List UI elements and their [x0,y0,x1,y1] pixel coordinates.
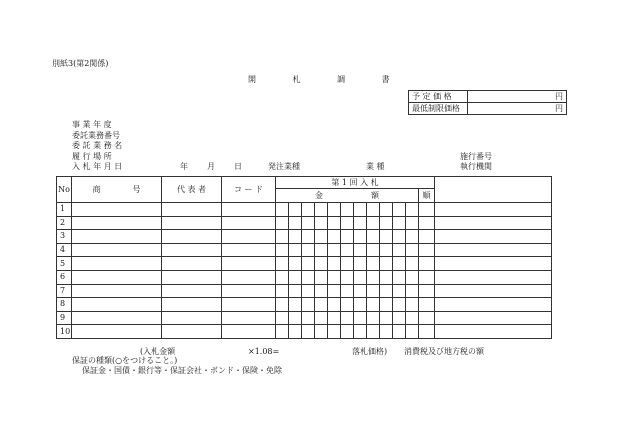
amount-digit-cell[interactable] [406,325,419,339]
code-cell[interactable] [222,298,276,312]
remarks-cell[interactable] [435,257,552,271]
title-char-2: 札 [292,75,301,84]
title-char-4: 書 [381,75,390,84]
tax-label: 消費税及び地方税の額 [404,347,484,356]
amount-digit-cell[interactable] [341,298,354,312]
bid-table [56,176,552,339]
multiplier-label: ×1.08= [248,347,280,356]
amount-digit-cell[interactable] [341,216,354,230]
amount-digit-cell[interactable] [393,257,406,271]
amount-digit-cell[interactable] [406,270,419,284]
amount-digit-cell[interactable] [328,257,341,271]
amount-digit-cell[interactable] [315,243,328,257]
order-cell[interactable] [419,284,435,298]
minimum-price-label: 最低制限価格 [409,103,468,115]
company-cell[interactable] [72,311,162,325]
amount-digit-cell[interactable] [380,243,393,257]
amount-digit-cell[interactable] [328,325,341,339]
amount-digit-cell[interactable] [354,243,367,257]
representative-cell[interactable] [162,230,222,244]
amount-digit-cell[interactable] [354,257,367,271]
representative-cell[interactable] [162,257,222,271]
code-cell[interactable] [222,270,276,284]
price-row [409,91,567,103]
order-cell[interactable] [419,216,435,230]
remarks-cell[interactable] [435,230,552,244]
table-row [57,270,552,284]
table-row [57,298,552,312]
amount-header: 金 額 [276,189,419,203]
row-number: 3 [57,230,72,244]
amount-digit-cell[interactable] [302,298,315,312]
guarantee-options[interactable]: 保証金・国債・銀行等・保証会社・ボンド・保険・免除 [82,366,282,375]
amount-digit-cell[interactable] [406,230,419,244]
order-cell[interactable] [419,298,435,312]
company-cell[interactable] [72,216,162,230]
header-row-1 [57,177,552,189]
representative-cell[interactable] [162,284,222,298]
executing-agency-label: 執行機関 [460,162,492,171]
amount-digit-cell[interactable] [354,216,367,230]
contract-name-label: 委 託 業 務 名 [72,141,123,150]
amount-digit-cell[interactable] [315,230,328,244]
amount-digit-cell[interactable] [341,203,354,217]
amount-digit-cell[interactable] [367,298,380,312]
amount-digit-cell[interactable] [393,284,406,298]
minimum-price-value[interactable]: 円 [468,103,567,115]
amount-digit-cell[interactable] [393,325,406,339]
order-cell[interactable] [419,203,435,217]
code-cell[interactable] [222,243,276,257]
amount-digit-cell[interactable] [341,257,354,271]
amount-digit-cell[interactable] [393,203,406,217]
amount-digit-cell[interactable] [341,270,354,284]
amount-digit-cell[interactable] [315,325,328,339]
amount-digit-cell[interactable] [341,325,354,339]
bid-date-label: 入 札 年 月 日 [72,162,123,171]
amount-digit-cell[interactable] [315,257,328,271]
company-cell[interactable] [72,284,162,298]
amount-digit-cell[interactable] [328,284,341,298]
remarks-cell[interactable] [435,325,552,339]
company-cell[interactable] [72,298,162,312]
amount-digit-cell[interactable] [367,284,380,298]
amount-digit-cell[interactable] [380,284,393,298]
amount-digit-cell[interactable] [354,311,367,325]
amount-digit-cell[interactable] [302,230,315,244]
fiscal-year-label: 事 業 年 度 [72,120,112,129]
no-header: No [57,177,72,203]
code-cell[interactable] [222,257,276,271]
representative-cell[interactable] [162,216,222,230]
amount-digit-cell[interactable] [328,298,341,312]
amount-digit-cell[interactable] [380,203,393,217]
company-cell[interactable] [72,257,162,271]
amount-digit-cell[interactable] [276,270,289,284]
winning-price-label: 落札価格) [352,347,388,356]
representative-cell[interactable] [162,298,222,312]
ordering-type-label: 発注業種 [268,162,300,171]
amount-digit-cell[interactable] [380,230,393,244]
code-cell[interactable] [222,203,276,217]
amount-digit-cell[interactable] [276,311,289,325]
amount-digit-cell[interactable] [289,298,302,312]
contract-number-label: 委託業務番号 [72,130,120,140]
remarks-cell[interactable] [435,298,552,312]
amount-digit-cell[interactable] [380,257,393,271]
amount-digit-cell[interactable] [302,216,315,230]
document-title [248,76,424,84]
amount-digit-cell[interactable] [328,270,341,284]
amount-digit-cell[interactable] [289,216,302,230]
date-year: 年 [180,162,188,171]
amount-digit-cell[interactable] [276,203,289,217]
representative-cell[interactable] [162,325,222,339]
business-type-label: 業 種 [366,162,385,171]
amount-digit-cell[interactable] [367,216,380,230]
amount-digit-cell[interactable] [341,230,354,244]
amount-digit-cell[interactable] [302,257,315,271]
amount-digit-cell[interactable] [367,257,380,271]
row-number: 8 [57,298,72,312]
amount-digit-cell[interactable] [289,203,302,217]
amount-digit-cell[interactable] [276,298,289,312]
amount-digit-cell[interactable] [276,243,289,257]
company-cell[interactable] [72,203,162,217]
amount-digit-cell[interactable] [341,311,354,325]
table-row [57,325,552,339]
row-number: 5 [57,257,72,271]
company-cell[interactable] [72,270,162,284]
amount-digit-cell[interactable] [406,284,419,298]
table-row [57,230,552,244]
company-header: 商 号 [72,177,162,203]
remarks-cell[interactable] [435,270,552,284]
amount-digit-cell[interactable] [328,216,341,230]
representative-cell[interactable] [162,270,222,284]
amount-digit-cell[interactable] [302,311,315,325]
code-cell[interactable] [222,216,276,230]
amount-digit-cell[interactable] [302,243,315,257]
planned-price-value[interactable]: 円 [468,91,567,103]
guarantee-type-label: 保証の種類(○をつけること。) [72,356,178,365]
price-row [409,103,567,115]
amount-digit-cell[interactable] [315,311,328,325]
amount-digit-cell[interactable] [406,216,419,230]
location-label: 履 行 場 所 [72,151,112,161]
representative-cell[interactable] [162,311,222,325]
amount-digit-cell[interactable] [367,203,380,217]
amount-digit-cell[interactable] [302,203,315,217]
amount-digit-cell[interactable] [289,325,302,339]
amount-digit-cell[interactable] [393,216,406,230]
code-cell[interactable] [222,284,276,298]
row-number: 7 [57,284,72,298]
amount-digit-cell[interactable] [341,284,354,298]
amount-digit-cell[interactable] [406,243,419,257]
order-cell[interactable] [419,257,435,271]
row-number: 10 [57,325,72,339]
row-number: 1 [57,203,72,217]
company-cell[interactable] [72,325,162,339]
amount-digit-cell[interactable] [276,257,289,271]
amount-digit-cell[interactable] [302,270,315,284]
amount-digit-cell[interactable] [328,203,341,217]
order-cell[interactable] [419,230,435,244]
amount-digit-cell[interactable] [406,203,419,217]
order-cell[interactable] [419,325,435,339]
remarks-cell[interactable] [435,216,552,230]
amount-digit-cell[interactable] [393,311,406,325]
code-cell[interactable] [222,230,276,244]
amount-digit-cell[interactable] [354,325,367,339]
amount-digit-cell[interactable] [367,325,380,339]
company-cell[interactable] [72,243,162,257]
amount-digit-cell[interactable] [406,298,419,312]
round-header: 第 1 回 入 札 [276,177,435,189]
amount-digit-cell[interactable] [354,203,367,217]
code-header: コ ー ド [222,177,276,203]
table-row [57,216,552,230]
date-month: 月 [207,162,215,171]
representative-cell[interactable] [162,243,222,257]
representative-header: 代 表 者 [162,177,222,203]
amount-digit-cell[interactable] [328,243,341,257]
amount-digit-cell[interactable] [367,311,380,325]
amount-digit-cell[interactable] [276,325,289,339]
table-row [57,257,552,271]
amount-digit-cell[interactable] [406,257,419,271]
code-cell[interactable] [222,311,276,325]
amount-digit-cell[interactable] [315,298,328,312]
amount-digit-cell[interactable] [289,284,302,298]
remarks-cell[interactable] [435,284,552,298]
amount-digit-cell[interactable] [328,311,341,325]
execution-number-label: 施行番号 [460,152,492,161]
info-block [72,120,122,173]
amount-digit-cell[interactable] [406,311,419,325]
order-cell[interactable] [419,311,435,325]
amount-digit-cell[interactable] [393,230,406,244]
date-day: 日 [234,162,242,171]
amount-digit-cell[interactable] [380,270,393,284]
code-cell[interactable] [222,325,276,339]
amount-digit-cell[interactable] [276,230,289,244]
remarks-cell[interactable] [435,311,552,325]
amount-digit-cell[interactable] [315,216,328,230]
amount-digit-cell[interactable] [276,284,289,298]
order-header: 順 [419,189,435,203]
amount-digit-cell[interactable] [367,270,380,284]
row-number: 6 [57,270,72,284]
table-row [57,284,552,298]
amount-digit-cell[interactable] [354,284,367,298]
company-cell[interactable] [72,230,162,244]
amount-digit-cell[interactable] [380,325,393,339]
title-char-3: 調 [337,75,346,84]
amount-digit-cell[interactable] [354,298,367,312]
amount-digit-cell[interactable] [393,243,406,257]
table-row [57,203,552,217]
amount-digit-cell[interactable] [302,284,315,298]
amount-digit-cell[interactable] [289,257,302,271]
amount-digit-cell[interactable] [393,298,406,312]
remarks-cell[interactable] [435,243,552,257]
amount-digit-cell[interactable] [354,270,367,284]
price-box [408,90,567,115]
amount-digit-cell[interactable] [289,311,302,325]
table-row [57,311,552,325]
representative-cell[interactable] [162,203,222,217]
amount-digit-cell[interactable] [315,270,328,284]
amount-digit-cell[interactable] [289,270,302,284]
amount-digit-cell[interactable] [341,243,354,257]
amount-digit-cell[interactable] [367,243,380,257]
amount-digit-cell[interactable] [315,284,328,298]
order-cell[interactable] [419,270,435,284]
planned-price-label: 予 定 価 格 [409,91,468,103]
row-number: 4 [57,243,72,257]
bid-amount-label: (入札金額 [140,347,176,356]
amount-digit-cell[interactable] [328,230,341,244]
extra-header [435,177,552,203]
amount-digit-cell[interactable] [380,216,393,230]
amount-digit-cell[interactable] [302,325,315,339]
amount-digit-cell[interactable] [289,230,302,244]
title-char-1: 開 [248,75,256,84]
row-number: 2 [57,216,72,230]
amount-digit-cell[interactable] [393,270,406,284]
amount-digit-cell[interactable] [367,230,380,244]
amount-digit-cell[interactable] [354,230,367,244]
amount-digit-cell[interactable] [315,203,328,217]
amount-digit-cell[interactable] [289,243,302,257]
amount-digit-cell[interactable] [380,311,393,325]
row-number: 9 [57,311,72,325]
remarks-cell[interactable] [435,203,552,217]
amount-digit-cell[interactable] [380,298,393,312]
amount-digit-cell[interactable] [276,216,289,230]
attachment-label: 別紙3(第2関係) [52,59,109,68]
table-row [57,243,552,257]
order-cell[interactable] [419,243,435,257]
